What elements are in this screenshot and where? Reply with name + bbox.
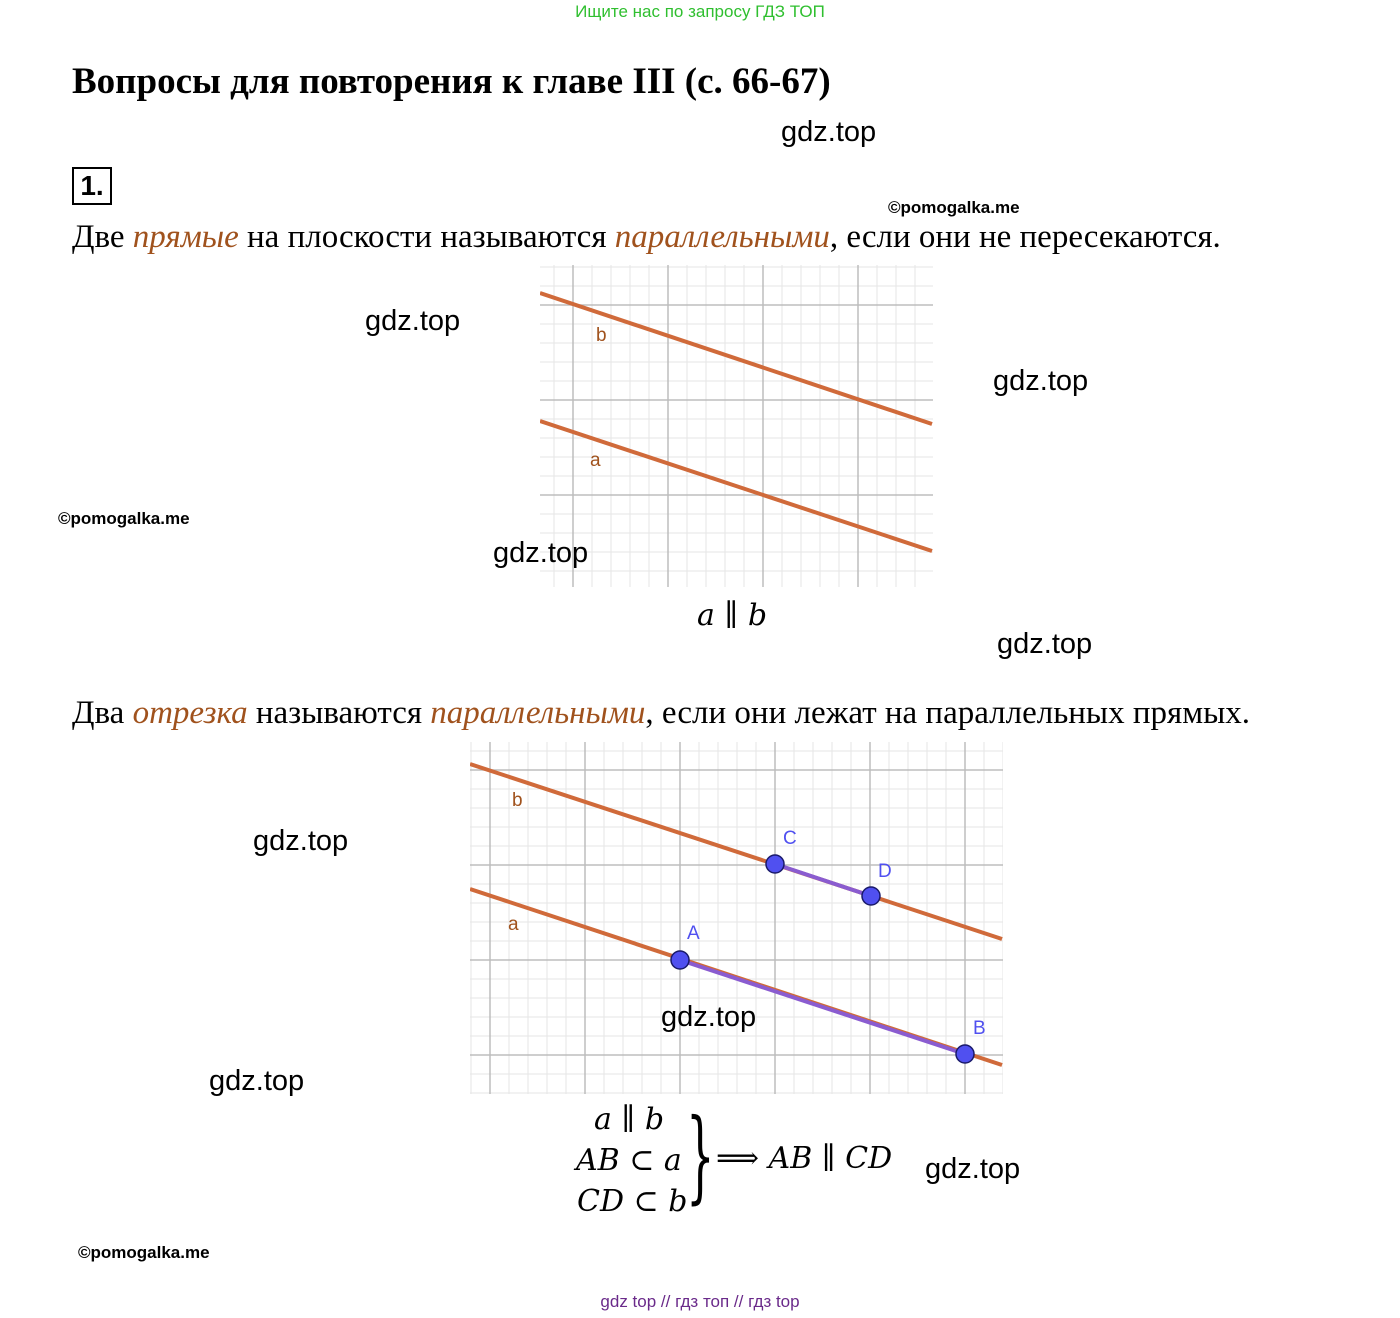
watermark-copyright: ©pomogalka.me (78, 1243, 210, 1262)
figure1-caption: a ∥ b (697, 598, 768, 633)
point-d-label: D (878, 861, 892, 882)
question-number: 1. (72, 167, 112, 205)
line-a (540, 421, 932, 551)
watermark-gdz: gdz.top (997, 628, 1093, 660)
text-part: называются (247, 695, 431, 731)
watermark-copyright: ©pomogalka.me (58, 509, 190, 528)
line-b-label: b (512, 790, 523, 811)
watermark-gdz: gdz.top (253, 825, 349, 857)
line-a-label: a (508, 914, 519, 935)
condition-a-parallel-b: a ∥ b (594, 1102, 665, 1137)
text-part: , если они не пересекаются. (829, 219, 1221, 255)
text-part: Два (72, 695, 133, 731)
line-b (540, 293, 932, 424)
watermark-gdz: gdz.top (993, 365, 1089, 397)
point-b-label: B (973, 1018, 986, 1039)
term-parallel: параллельными (430, 695, 646, 731)
text-part: Две (72, 219, 133, 255)
watermark-copyright: ©pomogalka.me (888, 198, 1020, 217)
condition-cd-in-b: CD ⊂ b (577, 1184, 688, 1219)
term-lines: прямые (132, 219, 239, 255)
point-c-label: C (783, 828, 797, 849)
text-part: , если они лежат на параллельных прямых. (645, 695, 1250, 731)
watermark-gdz: gdz.top (781, 116, 877, 148)
watermark-gdz: gdz.top (493, 537, 589, 569)
watermark-gdz: gdz.top (365, 305, 461, 337)
text-part: на плоскости называются (238, 219, 615, 255)
watermark-gdz: gdz.top (925, 1153, 1021, 1185)
segment-cd (775, 864, 871, 896)
page-title: Вопросы для повторения к главе III (с. 66-67) (72, 61, 831, 102)
point-c (766, 855, 784, 873)
point-a-label: A (687, 923, 700, 944)
footer-links: gdz top // гдз топ // гдз top (600, 1292, 800, 1311)
definition-lines (72, 219, 1221, 256)
figure-parallel-lines (540, 265, 933, 587)
point-d (862, 887, 880, 905)
conclusion-result: ⟹ AB ∥ CD (716, 1141, 893, 1176)
definition-segments (72, 695, 1250, 732)
curly-brace: } (686, 1097, 715, 1214)
line-a-label: a (590, 450, 601, 471)
search-banner: Ищите нас по запросу ГДЗ ТОП (575, 2, 825, 21)
line-b-label: b (596, 325, 607, 346)
term-segments: отрезка (132, 695, 248, 731)
point-b (956, 1045, 974, 1063)
condition-ab-in-a: AB ⊂ a (576, 1143, 682, 1178)
watermark-gdz: gdz.top (209, 1065, 305, 1097)
watermark-gdz: gdz.top (661, 1001, 757, 1033)
term-parallel: параллельными (614, 219, 830, 255)
figure-parallel-segments (470, 742, 1003, 1094)
line-b (470, 764, 1002, 939)
point-a (671, 951, 689, 969)
